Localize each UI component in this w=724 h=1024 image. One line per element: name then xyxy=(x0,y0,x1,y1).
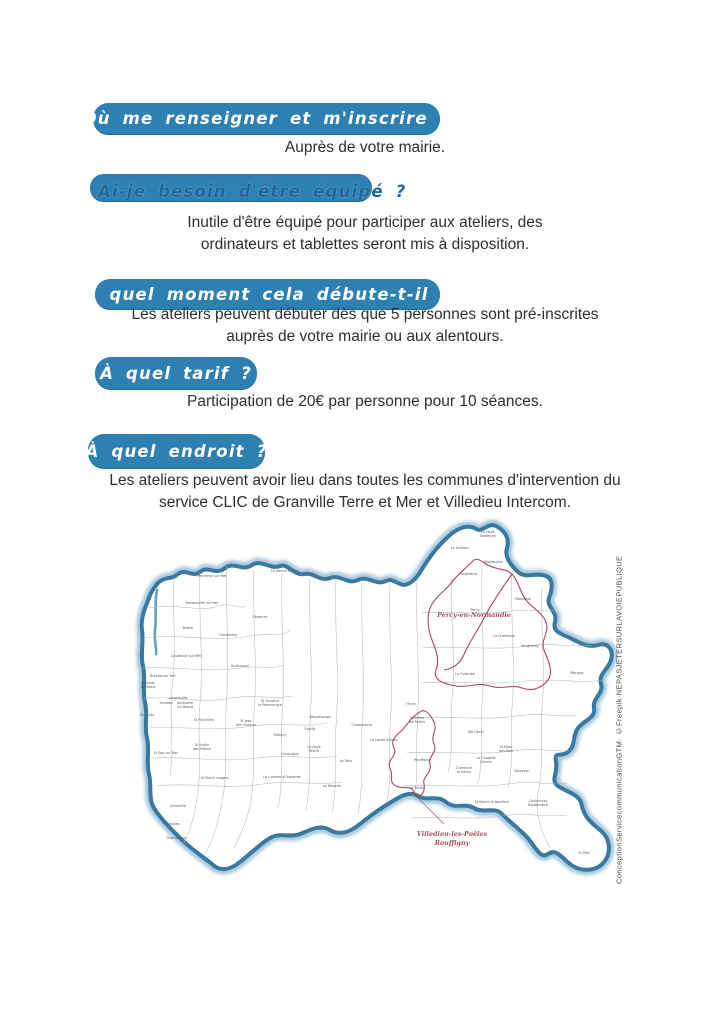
svg-text:Muneville sur Mer: Muneville sur Mer xyxy=(197,574,227,578)
question-pill-equipement xyxy=(90,174,407,201)
map-container xyxy=(122,518,622,888)
svg-text:La Colombe: La Colombe xyxy=(455,672,475,676)
svg-text:St Sauveurla Pommeraye: St Sauveur la Pommeraye xyxy=(258,699,282,707)
svg-text:Percy-en-Normandie: Percy-en-Normandie xyxy=(437,611,511,619)
svg-text:La Mouche: La Mouche xyxy=(323,784,341,788)
svg-text:Margueray: Margueray xyxy=(521,644,539,648)
svg-text:Villebaudon: Villebaudon xyxy=(483,560,503,564)
svg-text:Équilly: Équilly xyxy=(304,727,316,731)
svg-text:Beauchamps: Beauchamps xyxy=(309,715,331,719)
svg-text:Villedieules Poêles: Villedieu les Poêles xyxy=(408,716,426,724)
svg-text:La HayeBellefond: La Haye Bellefond xyxy=(480,530,496,538)
svg-text:Bréville sur Mer: Bréville sur Mer xyxy=(150,674,176,678)
svg-text:Coudeville sur Mer: Coudeville sur Mer xyxy=(170,654,202,658)
answer-equipement: Inutile d'être équipé pour participer aux ateliers, des ordinateurs et tablettes seront mis à disposition. xyxy=(187,214,543,253)
svg-text:Fleury: Fleury xyxy=(405,702,417,706)
question-text: Où me renseigner et m'inscrire ? xyxy=(82,109,451,128)
question-pill-inscription xyxy=(82,103,451,134)
svg-text:Champeaux: Champeaux xyxy=(166,836,186,840)
svg-text:St Pierre Langers: St Pierre Langers xyxy=(200,776,230,780)
answer-endroit: Les ateliers peuvent avoir lieu dans toutes les communes d'intervention du service CLIC de Granville Terre et Mer et Villedieu Intercom. xyxy=(109,472,621,511)
svg-text:Bréhal: Bréhal xyxy=(182,626,194,630)
answer-tarif: Participation de 20€ par personne pour 10 séances. xyxy=(187,393,543,410)
question-pill-tarif xyxy=(95,357,257,389)
communes-map xyxy=(122,518,622,888)
svg-text:Donvilleles Bains: Donville les Bains xyxy=(140,681,156,689)
svg-text:Carolles: Carolles xyxy=(166,822,180,826)
svg-text:Villedieu-les-PoêlesRouffigny: Villedieu-les-Poêles Rouffigny xyxy=(416,830,488,847)
svg-text:Anctovillesur Boscq: Anctoville sur Boscq xyxy=(176,701,194,709)
answer-debut: Les ateliers peuvent débuter dès que 5 personnes sont pré-inscrites auprès de votre mairie ou aux alentours. xyxy=(131,306,599,345)
svg-text:Montabot: Montabot xyxy=(515,597,531,601)
svg-text:Maupertuis: Maupertuis xyxy=(458,572,478,576)
svg-text:Chérencéle Héron: Chérencé le Héron xyxy=(456,766,472,774)
question-text: À quel endroit ? xyxy=(85,441,268,461)
svg-text:La ChapelleCécelin: La Chapelle Cécelin xyxy=(476,756,496,764)
svg-text:Bricqueville sur Mer: Bricqueville sur Mer xyxy=(185,601,219,605)
svg-text:Le Guislain: Le Guislain xyxy=(450,546,470,550)
svg-text:La Trinité: La Trinité xyxy=(409,786,425,790)
svg-text:Morigny: Morigny xyxy=(570,671,584,675)
svg-text:La Lande d'Airou: La Lande d'Airou xyxy=(370,738,398,742)
question-text: À quel moment cela débute-t-il ? xyxy=(83,284,452,304)
svg-text:St Maurdes Bois: St Maur des Bois xyxy=(499,745,513,753)
question-text: À quel tarif ? xyxy=(100,363,252,383)
svg-text:Champrepus: Champrepus xyxy=(351,723,373,727)
svg-text:La Chefresne: La Chefresne xyxy=(493,634,515,638)
svg-text:Ste Cécile: Ste Cécile xyxy=(467,730,485,734)
svg-text:Hocquigny: Hocquigny xyxy=(281,752,299,756)
svg-text:Hudimesnil: Hudimesnil xyxy=(230,664,250,668)
svg-text:St Jeandes Champs: St Jean des Champs xyxy=(235,719,257,727)
svg-text:Le Tanu: Le Tanu xyxy=(339,759,353,763)
svg-text:St Pair sur Mer: St Pair sur Mer xyxy=(153,751,179,755)
svg-text:Jullouville: Jullouville xyxy=(170,804,186,808)
credit-vertical-text: ConceptionServicecommunicationGTM· ©Freepik·NEPASJETERSURLAVOIEPUBLIQUE xyxy=(614,555,624,885)
question-pill-endroit xyxy=(85,434,268,468)
svg-text:Cérences: Cérences xyxy=(252,615,268,619)
svg-text:St Martin le Bouillant: St Martin le Bouillant xyxy=(474,800,510,804)
svg-text:Percy: Percy xyxy=(470,608,480,612)
svg-text:Longueville: Longueville xyxy=(168,696,188,700)
svg-text:St Pois: St Pois xyxy=(578,851,590,855)
svg-text:Folligny: Folligny xyxy=(273,733,287,737)
svg-text:Boisyvon: Boisyvon xyxy=(514,769,530,773)
svg-text:Yquelon: Yquelon xyxy=(159,701,173,705)
svg-text:Granville: Granville xyxy=(139,713,155,717)
svg-text:CoulouvrayBoisbenâtre: Coulouvray Boisbenâtre xyxy=(528,799,548,807)
answer-inscription: Auprès de votre mairie. xyxy=(284,139,446,156)
question-text: Ai-je besoin d'être équipé ? xyxy=(98,182,407,201)
coastal-inlet xyxy=(155,590,157,654)
svg-text:St Aubindes Préaux: St Aubin des Préaux xyxy=(192,743,212,751)
svg-text:La Lucerne d'Outremer: La Lucerne d'Outremer xyxy=(263,775,301,779)
svg-text:La HayePesnel: La Haye Pesnel xyxy=(307,745,321,753)
svg-text:Chanteloup: Chanteloup xyxy=(218,633,238,637)
svg-text:St Planchers: St Planchers xyxy=(193,718,215,722)
svg-text:Rouffigny: Rouffigny xyxy=(414,758,430,762)
svg-text:Le Mesnil Aubert: Le Mesnil Aubert xyxy=(271,569,299,573)
